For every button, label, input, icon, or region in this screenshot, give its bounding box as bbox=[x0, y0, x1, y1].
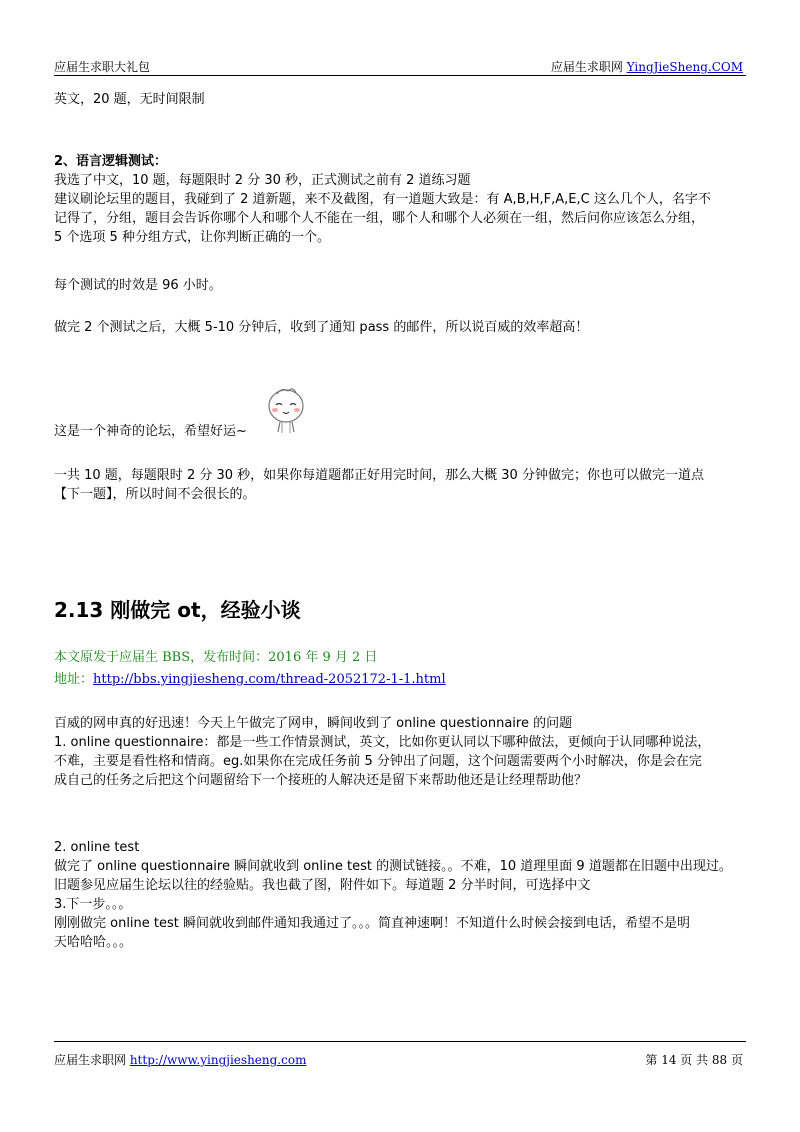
header-site-label: 应届生求职网 bbox=[550, 60, 627, 74]
validity-text: 每个测试的时效是 96 小时。 bbox=[54, 278, 222, 293]
section2-text bbox=[54, 171, 746, 247]
section2-title: 2、语言逻辑测试： bbox=[54, 154, 168, 169]
text-line: 【下一题】，所以时间不会很长的。 bbox=[54, 487, 256, 502]
text-line: 5 个选项 5 种分组方式，让你判断正确的一个。 bbox=[54, 230, 330, 245]
text-line: 百威的网申真的好迅速！今天上午做完了网申，瞬间收到了 online questionnaire 的问题 bbox=[54, 716, 573, 731]
text-line: 建议刷论坛里的题目，我碰到了 2 道新题，来不及截图，有一道题大致是：有 A,B,H,F,A,E,C 这么几个人，名字不 bbox=[54, 192, 711, 207]
text-line: 我选了中文，10 题，每题限时 2 分 30 秒，正式测试之前有 2 道练习题 bbox=[54, 173, 471, 188]
text-line: 刚刚做完 online test 瞬间就收到邮件通知我通过了。。。简直神速啊！不知道什么时候会接到电话，希望不是明 bbox=[54, 916, 691, 931]
text-line: 记得了，分组，题目会告诉你哪个人和哪个人不能在一组，哪个人和哪个人必须在一组，然后问你应该怎么分组， bbox=[54, 211, 705, 226]
text-line: 旧题参见应届生论坛以往的经验贴。我也截了图，附件如下。每道题 2 分半时间，可选择中文 bbox=[54, 878, 591, 893]
line-top: 英文，20 题，无时间限制 bbox=[54, 92, 205, 107]
done-two-text: 做完 2 个测试之后，大概 5-10 分钟后，收到了通知 pass 的邮件，所以说百威的效率超高！ bbox=[54, 320, 589, 335]
address-label: 地址： bbox=[54, 672, 94, 687]
smiley-face-icon bbox=[266, 386, 306, 438]
address-link[interactable]: http://bbs.yingjiesheng.com/thread-2052172-1-1.html bbox=[93, 672, 446, 687]
header-divider bbox=[54, 75, 746, 76]
text-line: 天哈哈哈。。。 bbox=[54, 935, 133, 950]
article-para1 bbox=[54, 714, 746, 790]
text-line: 做完了 online questionnaire 瞬间就收到 online test 的测试链接。。不难，10 道理里面 9 道题都在旧题中出现过。 bbox=[54, 859, 732, 874]
text-line: 1. online questionnaire：都是一些工作情景测试，英文，比如你更认同以下哪种做法，更倾向于认同哪种说法， bbox=[54, 735, 711, 750]
forum-wish-text: 这是一个神奇的论坛，希望好运~ bbox=[54, 424, 247, 439]
text-line: 3.下一步。。。 bbox=[54, 897, 132, 912]
article-para2 bbox=[54, 838, 746, 952]
source-line: 本文原发于应届生 BBS，发布时间：2016 年 9 月 2 日 bbox=[54, 650, 378, 665]
footer-site-label: 应届生求职网 bbox=[54, 1053, 130, 1067]
summary-text bbox=[54, 466, 746, 504]
page-number: 第 14 页 共 88 页 bbox=[645, 1053, 743, 1067]
address-line bbox=[54, 670, 746, 689]
header-site-link[interactable]: YingJieSheng.COM bbox=[626, 60, 743, 74]
section-heading: 2.13 刚做完 ot，经验小谈 bbox=[54, 598, 301, 622]
header-title: 应届生求职大礼包 bbox=[54, 60, 151, 74]
text-line: 2. online test bbox=[54, 840, 140, 855]
footer-divider bbox=[54, 1041, 746, 1042]
text-line: 不难，主要是看性格和情商。eg.如果你在完成任务前 5 分钟出了问题，这个问题需要两个小时解决，你是会在完 bbox=[54, 754, 702, 769]
footer-site bbox=[54, 1051, 306, 1068]
text-line: 一共 10 题，每题限时 2 分 30 秒，如果你每道题都正好用完时间，那么大概 30 分钟做完；你也可以做完一道点 bbox=[54, 468, 704, 483]
text-line: 成自己的任务之后把这个问题留给下一个接班的人解决还是留下来帮助他还是让经理帮助他？ bbox=[54, 773, 588, 788]
header-site bbox=[551, 58, 743, 75]
footer-site-link[interactable]: http://www.yingjiesheng.com bbox=[129, 1053, 307, 1067]
